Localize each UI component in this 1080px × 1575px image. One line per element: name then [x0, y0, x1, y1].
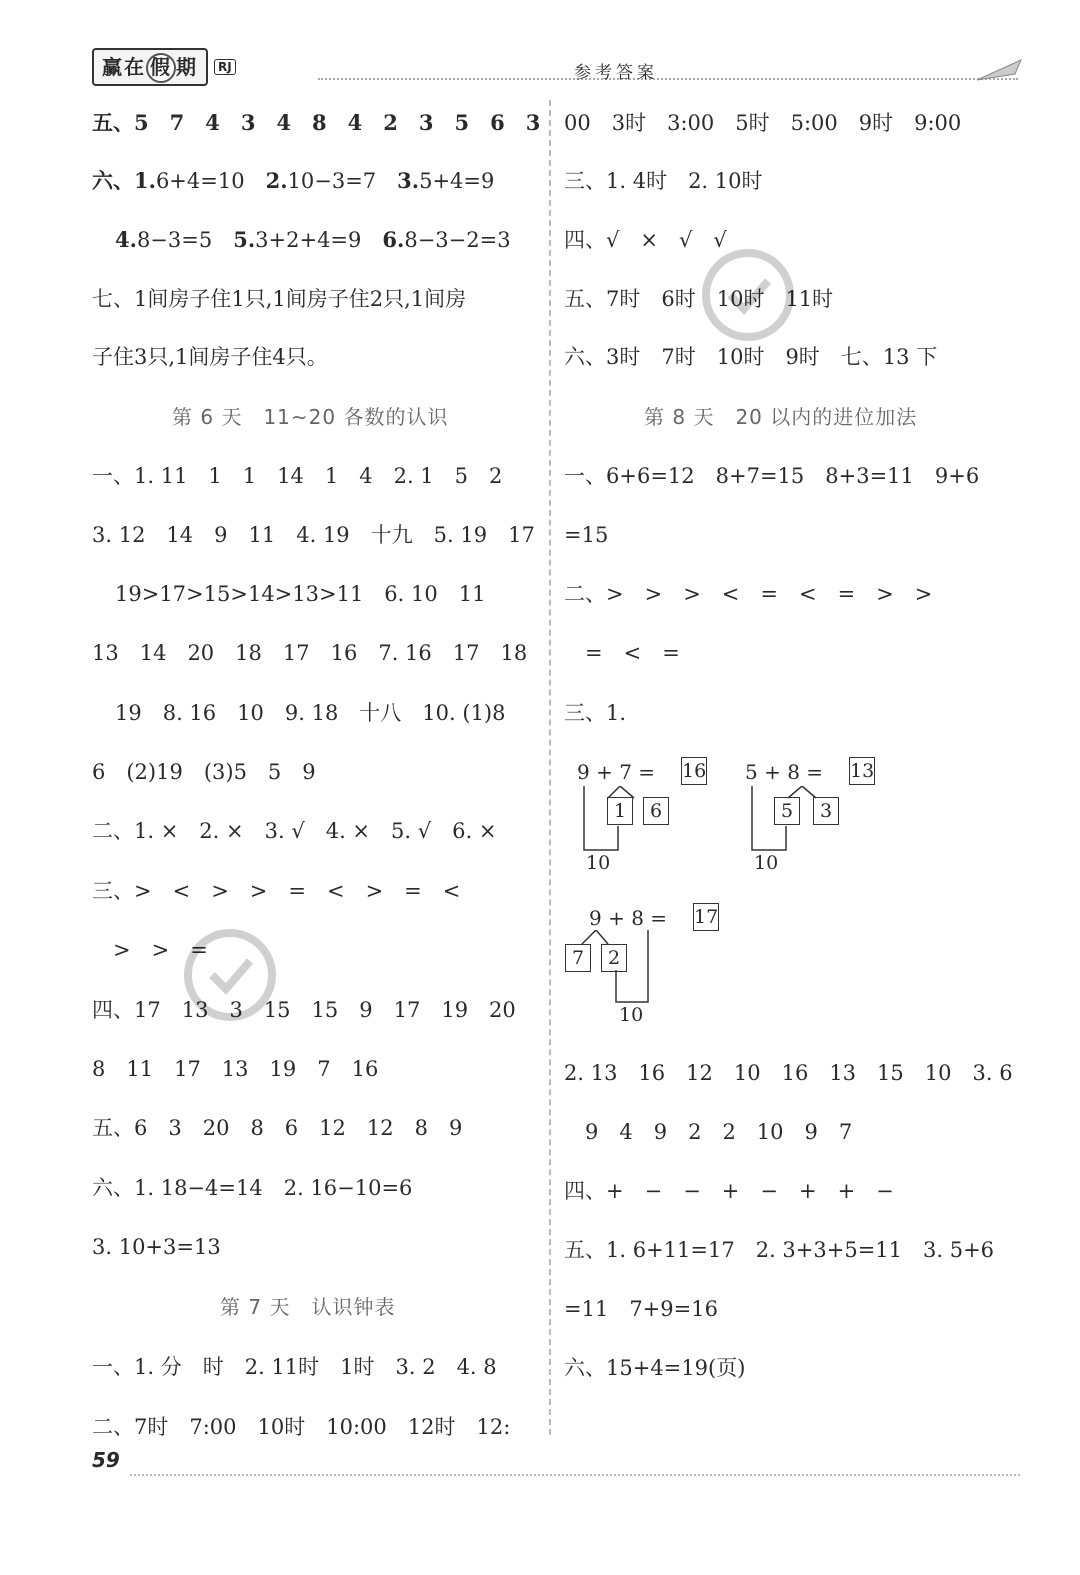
answer-line: =11 7+9=16 [564, 1297, 718, 1321]
answer-line: 六、1. 18−4=14 2. 16−10=6 [92, 1176, 413, 1200]
answer-line: 四、+ − − + − + + − [564, 1179, 894, 1203]
answer-line: 五、6 3 20 8 6 12 12 8 9 [92, 1116, 463, 1140]
section-heading-day7: 第 7 天 认识钟表 [220, 1295, 396, 1319]
answer-line: 四、17 13 3 15 15 9 17 19 20 [92, 998, 516, 1022]
answer-line: 9 4 9 2 2 10 9 7 [564, 1120, 853, 1144]
answer-line: 五、7时 6时 10时 11时 [564, 287, 834, 311]
section-heading-day6: 第 6 天 11~20 各数的认识 [172, 405, 449, 429]
answer-line: 19>17>15>14>13>11 6. 10 11 [115, 582, 486, 606]
answer-line: 4.8−3=5 5.3+2+4=9 6.8−3−2=3 [115, 227, 511, 252]
header-rule [318, 78, 1018, 80]
answer-line: 一、1. 分 时 2. 11时 1时 3. 2 4. 8 [92, 1355, 497, 1379]
answer-line: =15 [564, 523, 609, 547]
answer-line: 三、1. 4时 2. 10时 [564, 169, 763, 193]
answer-line: 2. 13 16 12 10 16 13 15 10 3. 6 [564, 1061, 1013, 1085]
footer-rule [130, 1474, 1020, 1476]
answer-line: 四、√ × √ √ [564, 228, 727, 252]
answer-line: 一、6+6=12 8+7=15 8+3=11 9+6 [564, 464, 980, 488]
answer-line: 六、1.6+4=10 2.10−3=7 3.5+4=9 [92, 168, 495, 193]
answer-line: 3. 12 14 9 11 4. 19 十九 5. 19 17 [92, 523, 535, 547]
answer-line: 19 8. 16 10 9. 18 十八 10. (1)8 [115, 701, 506, 725]
answer-line: 3. 10+3=13 [92, 1235, 221, 1259]
answer-page: 赢在 假 期 RJ 参考答案 五、5 7 4 3 4 8 4 2 3 5 6 3 六、1.6+4=10 2.10−3=7 3.5+4=9 4.8−3=5 5.3+2+4=9 6.8−3−2=3 七、1间房子住1只,1间房子住2只,1间房 子住3只,1间房子住4只。 第 6 天 11~20 各数的认识 一、1. 11 1 1 14 1 4 2. 1 5 2 3. 12 14 9 11 4. 19 十九 5. 19 17 19>17>15>14>13>11 6. 10 11 13 14 20 18 17 16 7. 16 17 18 19 8. 16 10 9. 18 十八 10. (1)8 6 (2)19 (3)5 5 9 二、1. × 2. × 3. √ 4. × 5. √ 6. × 三、> < > > = < > = < > > = 四、17 13 3 15 15 9 17 19 20 8 11 17 13 19 7 16 五、6 3 20 8 6 12 12 8 9 六、1. 18−4=14 2. 16−10=6 3. 10+3=13 第 7 天 认识钟表 一、1. 分 时 2. 11时 1时 3. 2 4. 8 二、7时 7:00 10时 10:00 12时 12: 00 3时 3:00 5时 5:00 9时 9:00 三、1. 4时 2. 10时 四、√ × √ √ 五、7时 6时 10时 11时 六、3时 7时 10时 9时 七、13 下 第 8 天 20 以内的进位加法 一、6+6=12 8+7=15 8+3=11 9+6 =15 二、> > > < = < = > > = < = 三、1. 9 + 7 = 16 1 6 10 5 + 8 = 13 5 3 10 9 + 8 = 17 7 2 10 2. 13 16 12 10 16 13 15 10 3. 6 9 4 9 2 2 10 9 7 四、+ − − + − + + − 五、1. 6+11=17 2. 3+3+5=11 3. 5+6 =11 7+9=16 六、15+4=19(页) 59 [0, 0, 1080, 1575]
answer-line: 七、1间房子住1只,1间房子住2只,1间房 [92, 287, 467, 311]
page-number: 59 [92, 1448, 120, 1472]
answer-line: 一、1. 11 1 1 14 1 4 2. 1 5 2 [92, 464, 503, 488]
answer-line: > > = [92, 938, 208, 962]
answer-line: 三、> < > > = < > = < [92, 879, 461, 903]
answer-line: 13 14 20 18 17 16 7. 16 17 18 [92, 641, 528, 665]
answer-line: 二、7时 7:00 10时 10:00 12时 12: [92, 1415, 511, 1439]
answer-line: 00 3时 3:00 5时 5:00 9时 9:00 [564, 111, 962, 135]
answer-line: 6 (2)19 (3)5 5 9 [92, 760, 316, 784]
answer-line: 五、1. 6+11=17 2. 3+3+5=11 3. 5+6 [564, 1238, 995, 1262]
column-divider [549, 100, 551, 1435]
answer-line: 五、5 7 4 3 4 8 4 2 3 5 6 3 [92, 110, 541, 135]
logo-text: 赢在 假 期 [92, 48, 208, 86]
answer-line: 六、3时 7时 10时 9时 七、13 下 [564, 345, 938, 369]
answer-line: 子住3只,1间房子住4只。 [92, 345, 328, 369]
answer-line: = < = [564, 641, 680, 665]
answer-line: 二、1. × 2. × 3. √ 4. × 5. √ 6. × [92, 819, 497, 843]
edition-badge: RJ [214, 59, 236, 75]
pen-icon [975, 56, 1025, 86]
section-heading-day8: 第 8 天 20 以内的进位加法 [644, 405, 918, 429]
book-logo [92, 50, 236, 84]
answer-line: 二、> > > < = < = > > [564, 582, 933, 606]
answer-line: 六、15+4=19(页) [564, 1356, 746, 1380]
answer-line: 8 11 17 13 19 7 16 [92, 1057, 379, 1081]
page-title: 参考答案 [574, 63, 658, 83]
answer-line: 三、1. [564, 701, 627, 725]
